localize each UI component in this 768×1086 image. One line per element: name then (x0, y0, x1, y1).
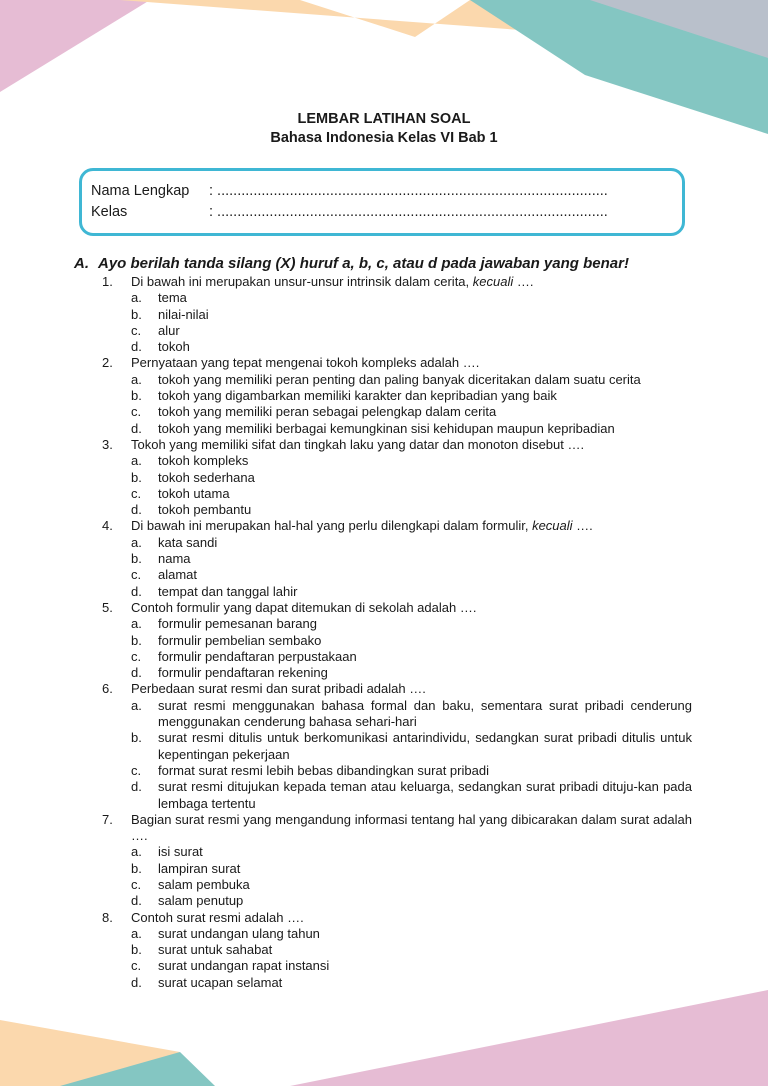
question-number: 4. (102, 518, 113, 534)
option-letter: d. (131, 502, 142, 518)
option-text: tokoh yang memiliki peran sebagai pelengkap dalam cerita (158, 404, 497, 420)
option-text: tokoh (158, 339, 190, 355)
question-text: Pernyataan yang tepat mengenai tokoh kompleks adalah …. (131, 355, 480, 371)
name-label: Nama Lengkap (91, 183, 190, 199)
question-number: 3. (102, 436, 113, 452)
option-letter: a. (131, 844, 142, 860)
option-letter: d. (131, 583, 142, 599)
answer-option[interactable] (131, 698, 692, 731)
answer-option[interactable] (131, 958, 692, 974)
section-letter: A. (74, 255, 89, 272)
answer-option[interactable] (131, 665, 692, 681)
question-text: Contoh surat resmi adalah …. (131, 909, 304, 925)
question-tail: …. (572, 518, 593, 534)
option-text: tokoh sederhana (158, 469, 255, 485)
answer-option[interactable] (131, 633, 692, 649)
top-pink-triangle (0, 0, 150, 92)
answer-option[interactable] (131, 926, 692, 942)
answer-option[interactable] (131, 388, 692, 404)
option-letter: c. (131, 958, 142, 974)
option-letter: c. (131, 485, 142, 501)
option-text: surat undangan ulang tahun (158, 925, 320, 941)
option-text: surat undangan rapat instansi (158, 958, 330, 974)
option-letter: d. (131, 974, 142, 990)
option-letter: a. (131, 616, 142, 632)
question-number: 1. (102, 274, 113, 289)
option-text: tempat dan tanggal lahir (158, 583, 298, 599)
question-text: Perbedaan surat resmi dan surat pribadi adalah …. (131, 681, 426, 697)
question-item (102, 355, 692, 436)
option-text: formulir pendaftaran rekening (158, 665, 328, 681)
answer-option[interactable] (131, 763, 692, 779)
option-text: nilai-nilai (158, 306, 209, 322)
question-text: Tokoh yang memiliki sifat dan tingkah laku yang datar dan monoton disebut …. (131, 436, 585, 452)
option-letter: b. (131, 730, 142, 746)
answer-option[interactable] (131, 649, 692, 665)
option-text: alur (158, 322, 180, 338)
question-emphasis: kecuali (472, 274, 514, 289)
option-text: surat resmi ditulis untuk berkomunikasi antarindividu, sedangkan surat pribadi ditulis untuk kepentingan pekerjaan (158, 730, 692, 762)
answer-option[interactable] (131, 893, 692, 909)
option-text: isi surat (158, 844, 203, 860)
section-a-title (74, 255, 629, 272)
option-letter: d. (131, 665, 142, 681)
answer-option[interactable] (131, 323, 692, 339)
question-stem (131, 681, 692, 697)
option-letter: a. (131, 697, 142, 713)
question-stem (131, 437, 692, 453)
question-text: Bagian surat resmi yang mengandung informasi tentang hal yang dibicarakan dalam surat adalah …. (131, 811, 692, 844)
answer-option[interactable] (131, 584, 692, 600)
option-text: surat ucapan selamat (158, 974, 283, 990)
option-letter: a. (131, 371, 142, 387)
question-item (102, 910, 692, 991)
option-text: tokoh yang memiliki peran penting dan paling banyak diceritakan dalam suatu cerita (158, 371, 641, 387)
option-letter: a. (131, 453, 142, 469)
name-row (91, 183, 608, 199)
option-letter: c. (131, 876, 142, 892)
worksheet-subtitle: Bahasa Indonesia Kelas VI Bab 1 (270, 130, 498, 146)
answer-option[interactable] (131, 339, 692, 355)
question-number: 7. (102, 811, 113, 827)
class-row (91, 204, 608, 220)
answer-option[interactable] (131, 470, 692, 486)
answer-option[interactable] (131, 307, 692, 323)
option-text: surat untuk sahabat (158, 942, 273, 958)
question-number: 2. (102, 355, 113, 371)
bottom-pink-shape (290, 990, 768, 1086)
answer-option[interactable] (131, 861, 692, 877)
option-letter: a. (131, 290, 142, 306)
option-text: salam penutup (158, 893, 244, 909)
option-text: formulir pembelian sembako (158, 632, 322, 648)
option-text: kata sandi (158, 534, 218, 550)
option-letter: d. (131, 339, 142, 355)
option-letter: c. (131, 648, 142, 664)
option-letter: c. (131, 762, 142, 778)
option-text: tokoh kompleks (158, 453, 249, 469)
option-letter: c. (131, 404, 142, 420)
answer-option[interactable] (131, 616, 692, 632)
answer-option[interactable] (131, 535, 692, 551)
option-text: tokoh yang digambarkan memiliki karakter dan kepribadian yang baik (158, 388, 557, 404)
option-letter: a. (131, 534, 142, 550)
worksheet-title: LEMBAR LATIHAN SOAL (297, 111, 471, 127)
question-text: Di bawah ini merupakan hal-hal yang perlu dilengkapi dalam formulir, (131, 518, 529, 534)
answer-option[interactable] (131, 372, 692, 388)
question-item (102, 681, 692, 811)
option-text: formulir pemesanan barang (158, 616, 317, 632)
answer-option[interactable] (131, 404, 692, 420)
student-identity-box (79, 168, 685, 236)
option-letter: b. (131, 860, 142, 876)
name-field[interactable]: : ................................................................................................. (209, 183, 608, 199)
question-stem (131, 910, 692, 926)
option-text: tokoh yang memiliki berbagai kemungkinan sisi kehidupan maupun kepribadian (158, 420, 615, 436)
answer-option[interactable] (131, 942, 692, 958)
option-text: tokoh utama (158, 485, 230, 501)
section-instruction: Ayo berilah tanda silang (X) huruf a, b, c, atau d pada jawaban yang benar! (98, 255, 629, 272)
option-letter: b. (131, 306, 142, 322)
question-list (102, 274, 692, 991)
option-text: lampiran surat (158, 860, 241, 876)
option-letter: d. (131, 893, 142, 909)
question-item (102, 437, 692, 518)
answer-option[interactable] (131, 730, 692, 763)
option-letter: d. (131, 779, 142, 795)
answer-option[interactable] (131, 453, 692, 469)
option-text: surat resmi ditujukan kepada teman atau keluarga, sedangkan surat pribadi dituju-kan pada lembaga tertentu (158, 779, 692, 811)
option-text: tema (158, 290, 187, 306)
option-text: tokoh pembantu (158, 502, 252, 518)
option-text: formulir pendaftaran perpustakaan (158, 648, 357, 664)
option-text: salam pembuka (158, 876, 250, 892)
class-field[interactable]: : ................................................................................................. (209, 204, 608, 220)
answer-option[interactable] (131, 421, 692, 437)
option-letter: b. (131, 632, 142, 648)
option-letter: b. (131, 388, 142, 404)
question-text: Contoh formulir yang dapat ditemukan di sekolah adalah …. (131, 599, 477, 615)
answer-option[interactable] (131, 779, 692, 812)
answer-option[interactable] (131, 486, 692, 502)
option-letter: c. (131, 567, 142, 583)
answer-option[interactable] (131, 502, 692, 518)
option-text: alamat (158, 567, 198, 583)
question-item (102, 274, 692, 355)
question-item (102, 812, 692, 910)
question-text: Di bawah ini merupakan unsur-unsur intrinsik dalam cerita, (131, 274, 470, 289)
option-text: nama (158, 551, 191, 567)
option-letter: a. (131, 925, 142, 941)
option-letter: b. (131, 942, 142, 958)
worksheet-header (0, 110, 768, 148)
question-number: 6. (102, 681, 113, 697)
question-stem (131, 600, 692, 616)
question-stem (131, 355, 692, 371)
question-stem (131, 274, 692, 290)
option-text: surat resmi menggunakan bahasa formal dan baku, sementara surat pribadi cenderung menggunakan cenderung bahasa sehari-hari (158, 697, 692, 730)
answer-option[interactable] (131, 551, 692, 567)
option-text: format surat resmi lebih bebas dibandingkan surat pribadi (158, 762, 489, 778)
question-tail: …. (513, 274, 534, 289)
answer-option[interactable] (131, 975, 692, 991)
answer-option[interactable] (131, 877, 692, 893)
question-stem (131, 812, 692, 845)
answer-option[interactable] (131, 290, 692, 306)
question-number: 8. (102, 909, 113, 925)
class-label: Kelas (91, 204, 128, 220)
question-item (102, 518, 692, 599)
question-item (102, 600, 692, 681)
answer-option[interactable] (131, 567, 692, 583)
option-letter: c. (131, 322, 142, 338)
question-emphasis: kecuali (532, 518, 573, 534)
option-letter: b. (131, 551, 142, 567)
answer-option[interactable] (131, 844, 692, 860)
option-letter: d. (131, 420, 142, 436)
question-number: 5. (102, 599, 113, 615)
question-stem (131, 518, 692, 534)
option-letter: b. (131, 469, 142, 485)
